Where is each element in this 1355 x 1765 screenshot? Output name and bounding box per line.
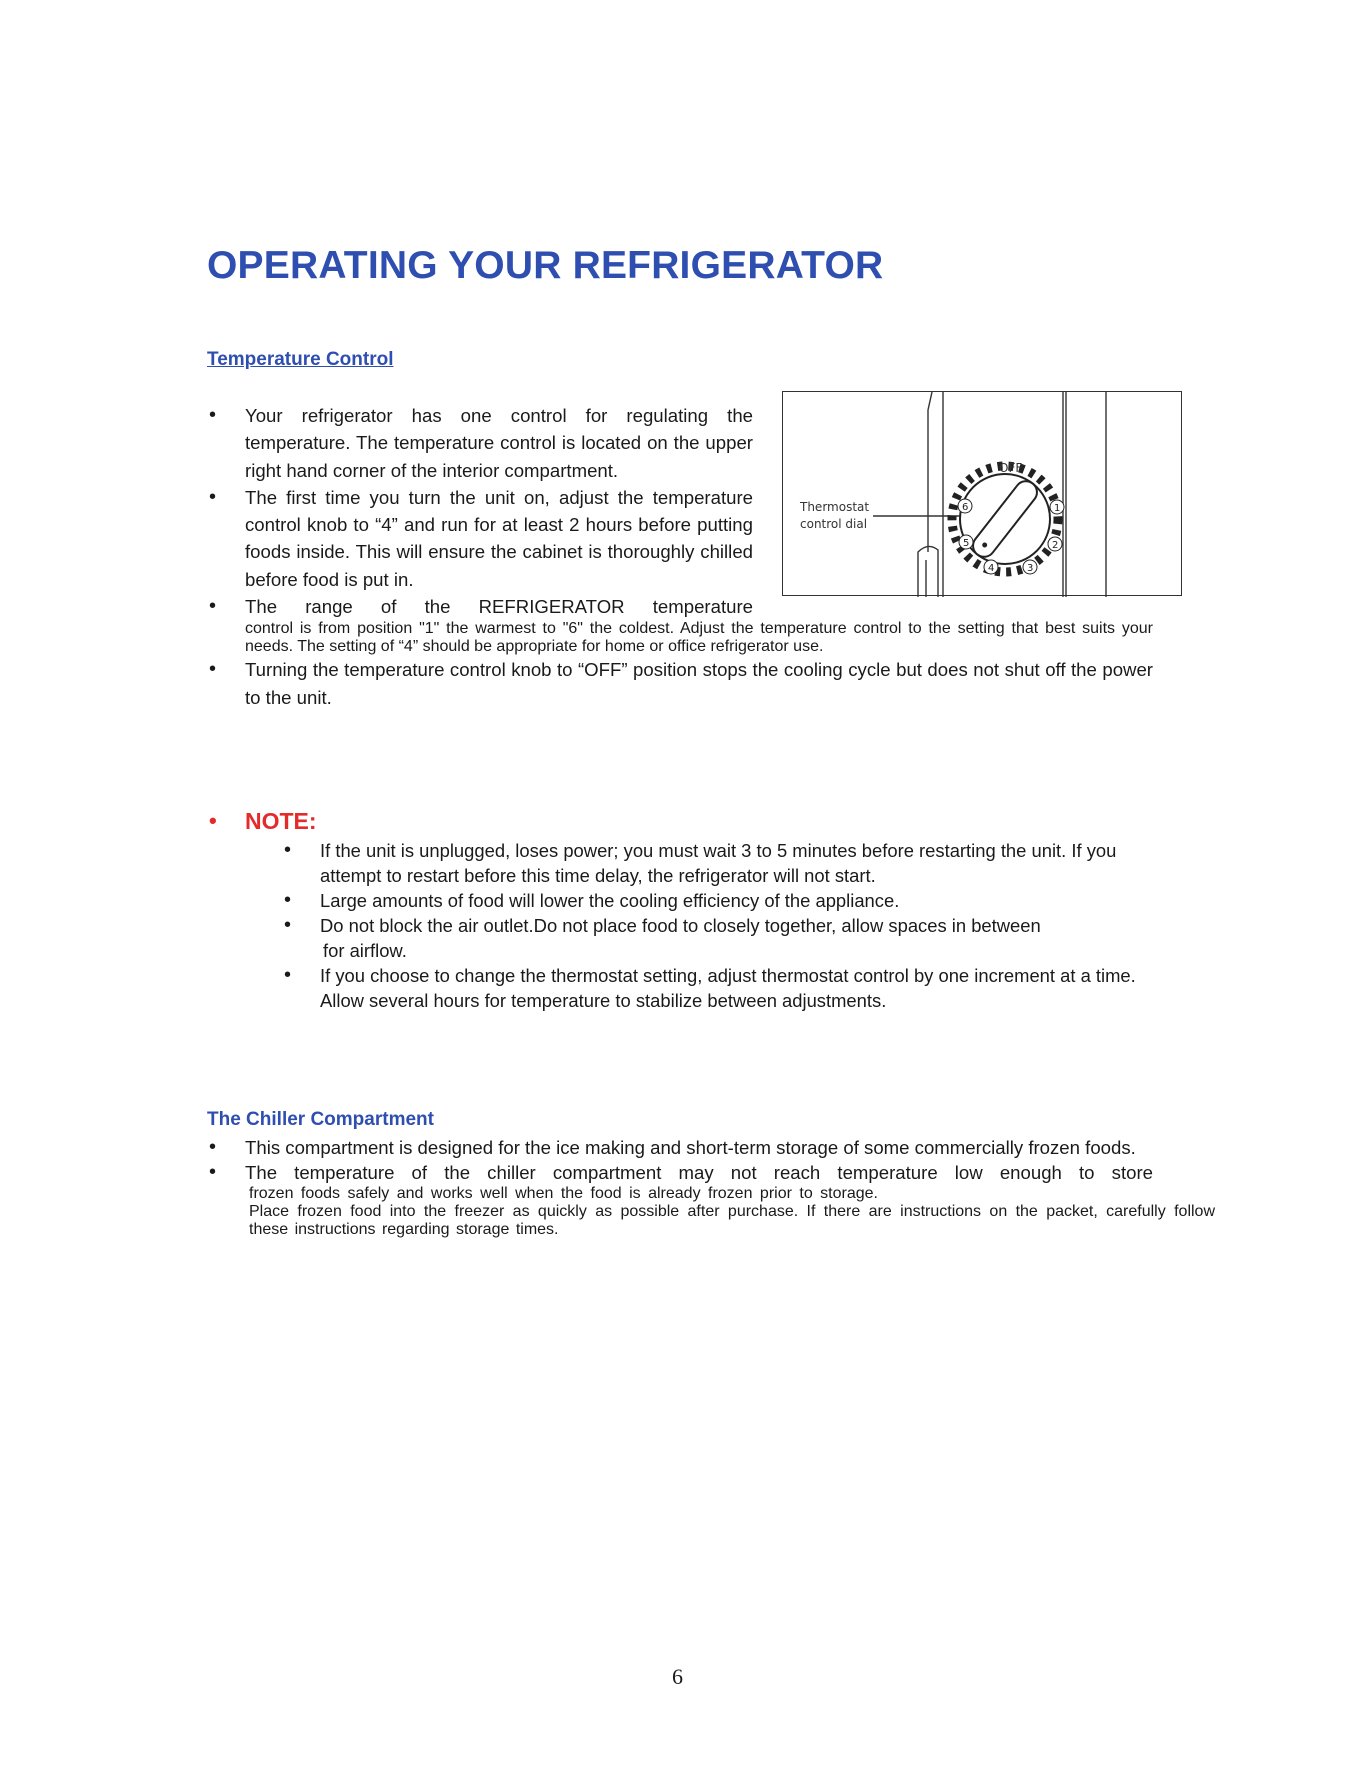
dial-number-5: 5 xyxy=(963,538,970,549)
list-item: • Turning the temperature control knob to “OFF” position stops the cooling cycle but does not shut off the power to the unit. xyxy=(245,656,1153,711)
note-list xyxy=(320,838,1160,1013)
list-item-continuation: control is from position "1" the warmest to "6" the coldest. Adjust the temperature control to the setting that best suits your needs. The setting of “4” should be appropriate for home or office refrigerator use. xyxy=(245,620,1153,656)
list-item: • Your refrigerator has one control for regulating the temperature. The temperature control is located on the upper right hand corner of the interior compartment. xyxy=(245,402,753,484)
list-item: • Large amounts of food will lower the cooling efficiency of the appliance. xyxy=(320,888,1160,913)
list-item: • Do not block the air outlet.Do not place food to closely together, allow spaces in between xyxy=(320,913,1160,938)
dial-number-1: 1 xyxy=(1054,503,1061,514)
list-item: • This compartment is designed for the ice making and short-term storage of some commercially frozen foods. xyxy=(245,1135,1153,1160)
chiller-list xyxy=(245,1135,1215,1239)
page-number: 6 xyxy=(672,1664,683,1689)
list-item: • The first time you turn the unit on, adjust the temperature control knob to “4” and run for at least 2 hours before putting foods inside. This will ensure the cabinet is thoroughly chilled before food is put in. xyxy=(245,484,753,593)
list-item: • If you choose to change the thermostat setting, adjust thermostat control by one increment at a time. Allow several hours for temperature to stabilize between adjustments. xyxy=(320,963,1160,1013)
list-item-text: The range of the REFRIGERATOR temperature xyxy=(245,596,753,618)
list-item-continuation: Place frozen food into the freezer as quickly as possible after purchase. If there are instructions on the packet, carefully follow these instructions regarding storage times. xyxy=(249,1203,1215,1238)
list-item: • If the unit is unplugged, loses power; you must wait 3 to 5 minutes before restarting the unit. If you attempt to restart before this time delay, the refrigerator will not start. xyxy=(320,838,1160,888)
list-item: • The temperature of the chiller compartment may not reach temperature low enough to store xyxy=(245,1160,1153,1185)
list-item xyxy=(245,593,753,620)
thermostat-figure xyxy=(782,391,1182,596)
off-label: OFF xyxy=(999,461,1023,475)
list-item-continuation: for airflow. xyxy=(323,940,407,961)
dial-number-4: 4 xyxy=(988,563,995,574)
thermostat-label xyxy=(800,499,869,533)
page-title: OPERATING YOUR REFRIGERATOR xyxy=(207,244,884,287)
temperature-control-heading: Temperature Control xyxy=(207,349,394,370)
thermostat-dial-diagram xyxy=(783,392,1183,597)
list-item-continuation: frozen foods safely and works well when the food is already frozen prior to storage. xyxy=(249,1185,878,1202)
chiller-compartment-heading: The Chiller Compartment xyxy=(207,1109,434,1130)
dial-number-2: 2 xyxy=(1052,540,1059,551)
dial-number-6: 6 xyxy=(962,502,969,513)
dial-ring xyxy=(952,466,1061,572)
dial-number-3: 3 xyxy=(1027,563,1034,574)
thermostat-label-line1: Thermostat xyxy=(800,500,870,514)
thermostat-label-line2: control dial xyxy=(800,517,868,531)
note-label: • NOTE: xyxy=(245,808,317,835)
